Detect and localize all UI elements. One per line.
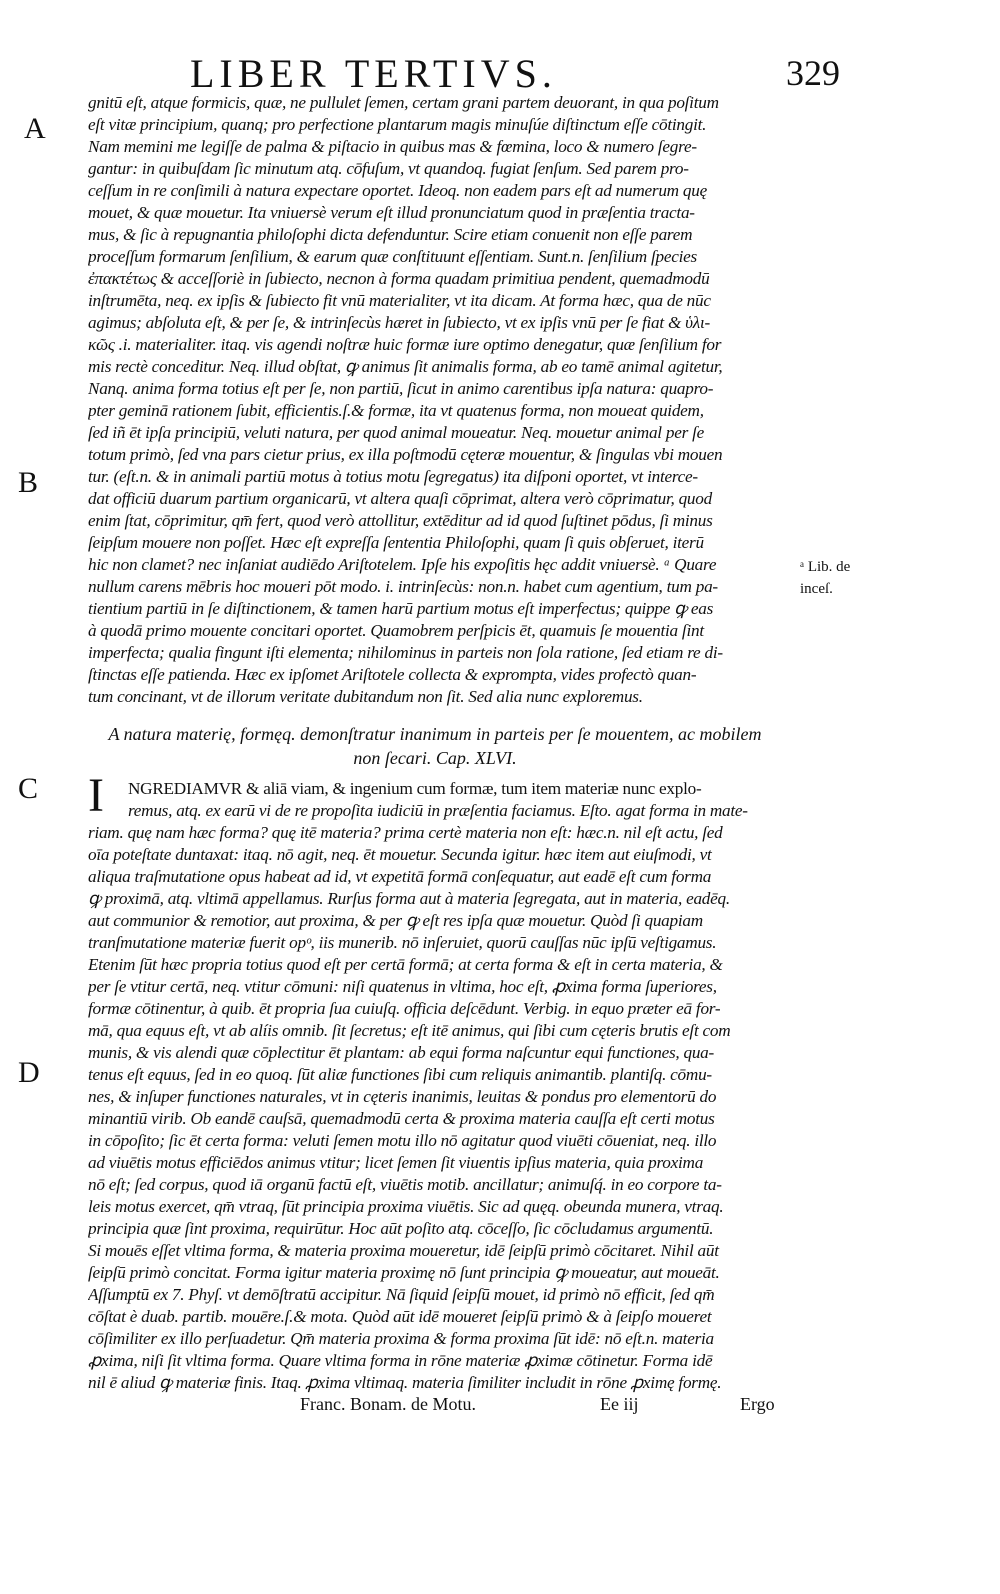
text-line: inſtrumēta, neq. ex ipſis & ſubiecto fit vnū materialiter, vt ita dicam. At forma hæc, qua de nūc <box>88 291 711 310</box>
text-line: ꝓxima, niſi ſit vltima forma. Quare vltima forma in rōne materiæ ꝓximæ cōtinetur. Forma idē <box>88 1351 713 1370</box>
text-line: mus, & ſic à repugnantia philoſophi dicta defenduntur. Scire etiam conuenit non eſſe parem <box>88 225 693 244</box>
text-line: leis motus exercet, qm̄ vtraq, ſūt principia proxima viuētis. Sic ad quęq. obeunda munera, vtraq. <box>88 1197 724 1216</box>
body-text-block-2 <box>88 778 798 1394</box>
text-line: Etenim ſūt hæc propria totius quod eſt per certā formā; at certa forma & eſt in certa materia, & <box>88 955 723 974</box>
text-line: tum concinant, vt de illorum veritate dubitandum non ſit. Sed alia nunc exploremus. <box>88 687 643 706</box>
text-line: nullum carens mēbris hoc moueri pōt modo. i. intrinſecùs: non.n. habet cum agentium, tum pa- <box>88 577 718 596</box>
text-line: pter geminā rationem ſubit, efficientis.ſ.& formæ, ita vt quatenus forma, non moueat quidem, <box>88 401 704 420</box>
text-line: Si mouēs eſſet vltima forma, & materia proxima moueretur, idē ſeipſū primò cōcitaret. Nihil aūt <box>88 1241 719 1260</box>
text-line: oīa poteſtate duntaxat: itaq. nō agit, neq. ēt mouetur. Secunda igitur. hæc item aut eiuſmodi, vt <box>88 845 712 864</box>
text-line: Nam memini me legiſſe de palma & piſtacio in quibus mas & fœmina, loco & numero ſegre- <box>88 137 697 156</box>
text-line: ſtinctas eſſe patienda. Hæc ex ipſomet Ariſtotele collecta & exprompta, vides profectò quan- <box>88 665 697 684</box>
text-line: munis, & vis alendi quæ cōplectitur ēt plantam: ab equi forma naſcuntur equi functiones, qua- <box>88 1043 714 1062</box>
text-line: in cōpoſito; ſic ēt certa forma: veluti ſemen motu illo nō agitatur quod viuēti cōueniat, neq. illo <box>88 1131 717 1150</box>
margin-letter-a: A <box>24 112 46 145</box>
text-line: ἐπακτέτως & acceſſoriè in ſubiecto, necnon à forma quadam primitiua pendent, quemadmodū <box>88 269 710 288</box>
text-line: tientium partiū in ſe diſtinctionem, & tamen harū partium motus eſt imperfectus; quippe ꝙ eas <box>88 599 714 618</box>
text-line: principia quæ ſint proxima, requirūtur. Hoc aūt poſito atq. cōceſſo, ſic cōcludamus argumentū. <box>88 1219 714 1238</box>
margin-letter-d: D <box>18 1056 40 1089</box>
text-line: cōſimiliter ex illo perſuadetur. Qm̄ materia proxima & forma proxima ſūt idē: nō eſt.n. materia <box>88 1329 714 1348</box>
text-line: cōſtat è duab. partib. mouēre.ſ.& mota. Quòd aūt idē moueret ſeipſū primò & à ſeipſo moueret <box>88 1307 712 1326</box>
text-line: tranſmutatione materiæ fuerit opᵒ, iis munerib. nō inſeruiet, quorū cauſſas nūc ipſū veſtigamus. <box>88 933 717 952</box>
catchword: Ergo <box>740 1394 775 1414</box>
text-line: remus, atq. ex earū vi de re propoſita iudiciū in præſentia faciamus. Eſto. agat forma in mate- <box>128 801 748 820</box>
text-line: minantiū virib. Ob eandē cauſsā, quemadmodū certa & proxima materia cauſſa eſt certi motus <box>88 1109 715 1128</box>
page-footer <box>300 1394 800 1422</box>
text-line: ad viuētis motus efficiēdos animus vtitur; licet ſemen ſit viuentis ipſius materia, quia proxima <box>88 1153 704 1172</box>
text-line: κῶς .i. materialiter. itaq. vis agendi noſtræ huic formæ iure optimo denegatur, quæ ſenſilium for <box>88 335 722 354</box>
text-line: riam. quę nam hæc forma? quę itē materia? prima certè materia non eſt: hæc.n. nil eſt actu, ſed <box>88 823 723 842</box>
page-header <box>180 48 840 96</box>
margin-letter-b: B <box>18 466 39 499</box>
text-line: mā, qua equus eſt, vt ab alíis omnib. ſit ſecretus; eſt itē animus, qui ſibi cum cęteris brutis eſt com <box>88 1021 731 1040</box>
text-line: Aſſumptū ex 7. Phyſ. vt demōſtratū accipitur. Nā ſiquid ſeipſū mouet, id primò nō efficit, ſed qm̄ <box>88 1285 715 1304</box>
text-line: tur. (eſt.n. & in animali partiū motus à totius motu ſegregatus) ita diſponi oportet, vt interce- <box>88 467 698 486</box>
text-line: per ſe vtitur certā, neq. vtitur cōmuni: niſi quatenus in vltima, hoc eſt, ꝓxima forma ſuperiores, <box>88 977 717 996</box>
text-line: aut communior & remotior, aut proxima, & per ꝙ eſt res ipſa quæ mouetur. Quòd ſi quapiam <box>88 911 703 930</box>
text-line: gantur: in quibuſdam ſic minutum atq. cōfuſum, vt quandoq. fugiat ſenſum. Sed parem pro- <box>88 159 689 178</box>
margin-note: ᵃ Lib. de inceſ. <box>800 559 851 597</box>
page-number: 329 <box>786 53 840 93</box>
text-line: mis rectè conceditur. Neq. illud obſtat, ꝙ animus ſit animalis forma, ab eo tamē animal agitetur, <box>88 357 723 376</box>
text-line: proceſſum formarum ſenſilium, & earum quæ conſtituunt eſſentiam. Sunt.n. ſenſilium ſpecies <box>88 247 697 266</box>
text-line: mouet, & quæ mouetur. Ita vniuersè verum eſt illud pronunciatum quod in præſentia tracta- <box>88 203 695 222</box>
text-line: ſed iñ ēt ipſa principiū, veluti natura, per quod animal moueatur. Neq. mouetur animal per ſe <box>88 423 704 442</box>
text-line: aliqua traſmutatione opus habeat ad id, vt expetitā formā conſequatur, aut eadē eſt cum forma <box>88 867 712 886</box>
drop-initial: I <box>88 769 104 822</box>
text-line: ſeipſum mouere non poſſet. Hæc eſt expreſſa ſententia Philoſophi, quam ſi quis obſeruet, iterū <box>88 533 704 552</box>
text-line: imperfecta; qualia fingunt iſti elementa; nihilominus in parteis non ſola ratione, ſed etiam re di- <box>88 643 723 662</box>
text-line: nes, & inſuper functiones naturales, vt in cęteris inanimis, leuitas & pondus pro elementorū do <box>88 1087 717 1106</box>
text-line: NGREDIAMVR & aliā viam, & ingenium cum formæ, tum item materiæ nunc explo- <box>128 779 702 798</box>
text-line: agimus; abſoluta eſt, & per ſe, & intrinſecùs hæret in ſubiecto, vt ex ipſis vnū per ſe fiat & ὑλι- <box>88 313 710 332</box>
text-line: ꝙ proximā, atq. vltimā appellamus. Rurſus forma aut à materia ſegregata, aut in materia, eadēq. <box>88 889 730 908</box>
signature-mark: Ee iij <box>600 1394 639 1414</box>
text-line: dat officiū duarum partium organicarū, vt altera quaſi cōprimat, altera verò cōprimatur, quod <box>88 489 712 508</box>
text-line: hic non clamet? nec inſaniat audiēdo Ariſtotelem. Ipſe his expoſitis hęc addit vniuersè. ᵃ Quare <box>88 555 717 574</box>
footer-author: Franc. Bonam. de Motu. <box>300 1394 476 1414</box>
text-line: eſt vitæ principium, quanq; pro perfectione plantarum magis minuſúe diſtinctum eſſe cōtingit. <box>88 115 707 134</box>
text-line: enim ſtat, cōprimitur, qm̄ fert, quod verò attollitur, extēditur ad id quod ſuſtinet pōdus, ſi minus <box>88 511 713 530</box>
text-line: à quodā primo mouente concitari oportet. Quamobrem perſpicis ēt, quamuis ſe mouentia ſint <box>88 621 704 640</box>
body-text-block-1 <box>88 92 798 708</box>
margin-letter-c: C <box>18 772 39 805</box>
text-line: gnitū eſt, atque formicis, quæ, ne pullulet ſemen, certam grani partem deuorant, in qua poſitum <box>88 93 719 112</box>
chapter-heading-line-2: non ſecari. Cap. XLVI. <box>353 748 517 768</box>
text-line: totum primò, ſed vna pars cietur prius, ex illa poſtmodū cęteræ mouentur, & ſingulas vbi mouen <box>88 445 723 464</box>
chapter-heading-line-1: A natura materię, formęq. demonſtratur inanimum in parteis per ſe mouentem, ac mobilem <box>108 724 762 744</box>
running-title: LIBER TERTIVS. <box>190 51 557 96</box>
text-line: formæ cōtinentur, à quib. ēt propria ſua cuiuſq. officia deſcēdunt. Verbig. in equo præter eā for- <box>88 999 721 1018</box>
chapter-heading <box>70 722 800 770</box>
text-line: nō eſt; ſed corpus, quod iā organū factū eſt, viuētis motib. ancillatur; animuſq́. in eo corpore ta- <box>88 1175 722 1194</box>
text-line: Nanq. anima forma totius eſt per ſe, non partiū, ſicut in animo carentibus ipſa natura: quapro- <box>88 379 714 398</box>
text-line: nil ē aliud ꝙ materiæ finis. Itaq. ꝓxima vltimaq. materia ſimiliter includit in rōne ꝓximę formę. <box>88 1373 722 1392</box>
text-line: tenus eſt equus, ſed in eo quoq. ſūt aliæ functiones ſibi cum reliquis animantib. plantiſq. cōmu- <box>88 1065 712 1084</box>
text-line: ſeipſū primò concitat. Forma igitur materia proximę nō ſunt principia ꝙ moueatur, aut moueāt. <box>88 1263 720 1282</box>
text-line: ceſſum in re conſimili à natura expectare oportet. Ideoq. non eadem pars eſt ad numerum quę <box>88 181 707 200</box>
